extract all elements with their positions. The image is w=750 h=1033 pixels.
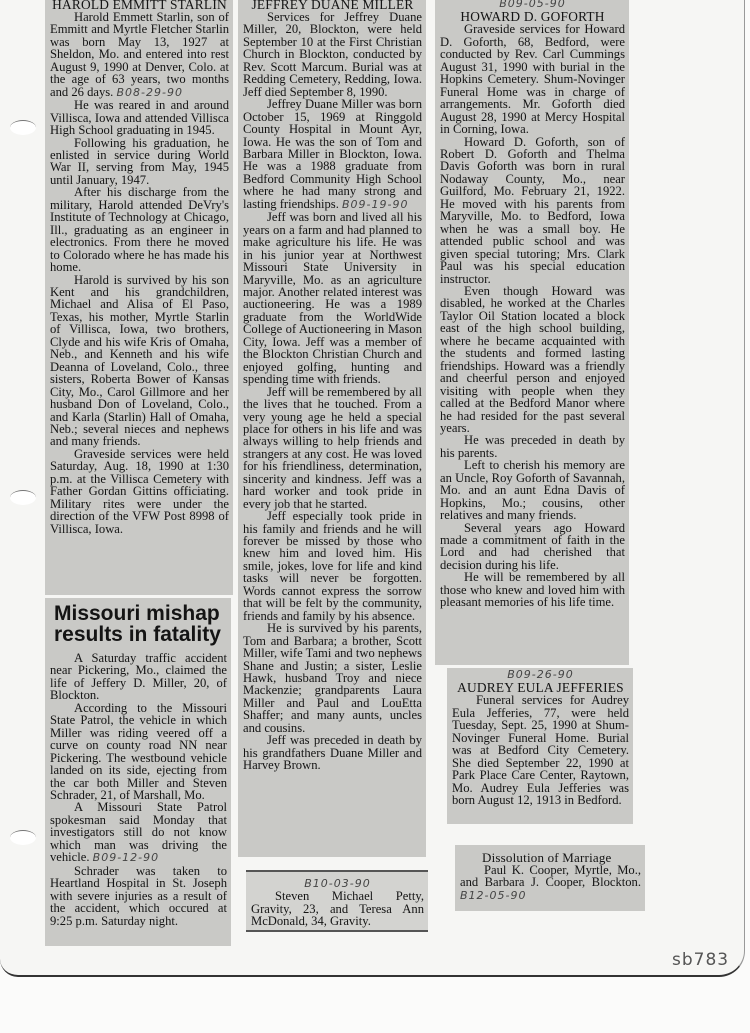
- paragraph: [460, 864, 641, 902]
- paragraph: Harold is survived by his son Kent and his grandchildren, Michael and Alisa of El Paso, Texas, his mother, Myrtle Starlin of Villisca, Iowa, two brothers, Clyde and his wife Kris of Omaha, Neb., and Kenneth and his wife Deanna of Loveland, Colo., three sisters, Roberta Bower of Kansas City, Mo., Carol Gillmore and her husband Don of Loveland, Colo., and Karla (Starlin) Hall of Omaha, Neb.; several nieces and nephews and many friends.: [50, 272, 229, 449]
- page-number: sb783: [672, 950, 730, 970]
- paragraph: Services for Jeffrey Duane Miller, 20, Blockton, were held September 10 at the First Christian Church in Blockton, conducted by Rev. Scott Marcum. Burial was at Redding Cemetery, Redding, Iowa. Jeff died September 8, 1990.: [243, 10, 422, 99]
- paragraph: Jeff was preceded in death by his grandfathers Duane Miller and Harvey Brown.: [243, 733, 422, 773]
- paragraph: Graveside services for Howard D. Goforth, 68, Bedford, were conducted by Rev. Carl Cummings August 31, 1990 with burial in the Hopkins Cemetery. Shum-Novinger Funeral Home was in charge of arrangements. Mr. Goforth died August 28, 1990 at Mercy Hospital in Corning, Iowa.: [440, 22, 625, 137]
- paragraph: Left to cherish his memory are an Uncle, Roy Goforth of Savannah, Mo. and an aunt Edna Davis of Hopkins, Mo.; cousins, other relatives and many friends.: [440, 458, 625, 523]
- paragraph: Steven Michael Petty, Gravity, 23, and Teresa Ann McDonald, 34, Gravity.: [251, 889, 424, 929]
- paragraph: Even though Howard was disabled, he worked at the Charles Taylor Oil Station located a block east of the high school building, where he became acquainted with the students and formed lasting friendships. Howard was a friendly and cheerful person and enjoyed visiting with people when they called at the Bedford Manor where he had resided for the past several years.: [440, 283, 625, 435]
- clipping-dissolution-of-marriage: [455, 845, 645, 911]
- notice-title: Dissolution of Marriage: [482, 850, 612, 865]
- paragraph: Graveside services were held Saturday, Aug. 18, 1990 at 1:30 p.m. at the Villisca Cemetery with Father Gordan Gittins officiating. Military rites were under the direction of the VFW Post 8998 of Villisca, Iowa.: [50, 446, 229, 536]
- clipping-jefferies-obituary: [447, 668, 633, 824]
- paragraph: Funeral services for Audrey Eula Jefferies, 77, were held Tuesday, Sept. 25, 1990 at Shum-Novinger Funeral Home. Burial was at Bedford City Cemetery. She died September 22, 1990 at Park Place Care Center, Raytown, Mo. Audrey Eula Jefferies was born August 12, 1913 in Bedford.: [452, 693, 629, 808]
- binder-hole: [10, 120, 36, 135]
- handwritten-date: B09-05-90: [499, 0, 566, 10]
- paragraph: He is survived by his parents, Tom and Barbara; a brother, Scott Miller, wife Tami and two nephews Shane and Justin; a sister, Leslie Hawk, husband Troy and niece Mackenzie; grandparents Laura Miller and Paul and LouEtta Shaffer; and many aunts, uncles and cousins.: [243, 621, 422, 735]
- paragraph: Jeff especially took pride in his family and friends and he will forever be missed by those who knew him and loved him. His smile, jokes, love for life and kind tasks will never be forgotten. Words cannot express the sorrow that will be felt by the community, friends and family by his absence.: [243, 509, 422, 623]
- handwritten-date: B10-03-90: [304, 877, 371, 890]
- paragraph-text: Jeffrey Duane Miller was born October 15, 1969 at Ringgold County Hospital in Mount Ayr, Iowa. He was the son of Tom and Barbara Miller in Blockton, Iowa. He was a 1988 graduate from Bedford Community High School where he had many strong and lasting friendships.: [243, 97, 422, 211]
- clipping-miller-obituary: [238, 0, 426, 857]
- clipping-starlin-obituary: [45, 0, 233, 595]
- binder-hole: [10, 830, 36, 845]
- paragraph: Several years ago Howard made a commitment of faith in the Lord and had cherished that decision during his life.: [440, 520, 625, 572]
- paragraph-text: Paul K. Cooper, Myrtle, Mo., and Barbara J. Cooper, Blockton.: [460, 863, 641, 890]
- handwritten-date: B09-19-90: [342, 197, 409, 211]
- paragraph: Schrader was taken to Heartland Hospital in St. Joseph with severe injuries as a result of the accident, which occured at 9:25 p.m. Saturday night.: [50, 863, 227, 928]
- obituary-title: JEFFREY DUANE MILLER: [251, 0, 414, 12]
- paragraph: Jeff will be remembered by all the lives that he touched. From a very young age he held a special place for others in his life and was always willing to help friends and strangers at any cost. He was loved for his friendliness, determination, sincerity and kindness. Jeff was a hard worker and took pride in every job that he started.: [243, 384, 422, 511]
- handwritten-date: B09-12-90: [92, 851, 160, 865]
- paragraph: He was reared in and around Villisca, Iowa and attended Villisca High School graduating in 1945.: [50, 98, 229, 138]
- handwritten-date: B09-26-90: [507, 668, 574, 681]
- paragraph: [50, 801, 227, 864]
- paragraph: After his discharge from the military, Harold attended DeVry's Institute of Technology at Chicago, Ill., graduating as an engineer in electronics. From there he moved to Colorado where he has made his home.: [50, 185, 229, 275]
- paragraph: A Saturday traffic accident near Pickering, Mo., claimed the life of Jeffery D. Miller, 20, of Blockton.: [50, 651, 227, 703]
- paragraph: He was preceded in death by his parents.: [440, 433, 625, 460]
- clipping-goforth-obituary: [435, 0, 629, 665]
- paragraph-text: A Missouri State Patrol spokesman said Monday that investigators still do not know which man was driving the vehicle.: [50, 800, 227, 865]
- paragraph: [50, 11, 229, 99]
- clipping-marriage-license-petty: [246, 870, 428, 932]
- paragraph: Following his graduation, he enlisted in service during World War II, serving from May, 1945 until January, 1947.: [50, 135, 229, 187]
- paragraph-text: Harold Emmett Starlin, son of Emmitt and Myrtle Fletcher Starlin was born May 13, 1927 at Sheldon, Mo. and entered into rest August 9, 1990 at Denver, Colo. at the age of 63 years, two months and 26 days.: [50, 10, 229, 99]
- obituary-title: HAROLD EMMITT STARLIN: [52, 0, 227, 12]
- obituary-title: HOWARD D. GOFORTH: [460, 9, 605, 25]
- handwritten-date: B12-05-90: [460, 888, 527, 902]
- paragraph: [243, 98, 422, 211]
- binder-hole: [10, 490, 36, 505]
- obituary-title: AUDREY EULA JEFFERIES: [457, 680, 624, 696]
- paragraph: According to the Missouri State Patrol, the vehicle in which Miller was riding veered off a curve on county road NN near Pickering. The westbound vehicle landed on its side, ejecting from the car both Miller and Steven Schrader, 21, of Marshall, Mo.: [50, 700, 227, 802]
- handwritten-date: B08-29-90: [116, 85, 183, 99]
- paragraph: He will be remembered by all those who knew and loved him with pleasant memories of his life time.: [440, 570, 625, 610]
- headline: Missouri mishap results in fatality: [54, 602, 221, 646]
- paragraph: Howard D. Goforth, son of Robert D. Goforth and Thelma Davis Goforth was born in rural Nodaway County, Mo., near Guilford, Mo. February 21, 1922. He moved with his parents from Maryville, Mo. to Bedford, Iowa when he was a small boy. He attended public school and was given special tutoring; Mrs. Clark Paul was his special education instructor.: [440, 134, 625, 286]
- paragraph: Jeff was born and lived all his years on a farm and had planned to make agriculture his life. He was in his junior year at Northwest Missouri State University in Maryville, Mo. as an agriculture major. Another related interest was auctioneering. He was a 1989 graduate from the WorldWide College of Auctioneering in Mason City, Iowa. Jeff was a member of the Blockton Christian Church and enjoyed golfing, hunting and spending time with friends.: [243, 210, 422, 387]
- clipping-missouri-mishap: [45, 598, 231, 946]
